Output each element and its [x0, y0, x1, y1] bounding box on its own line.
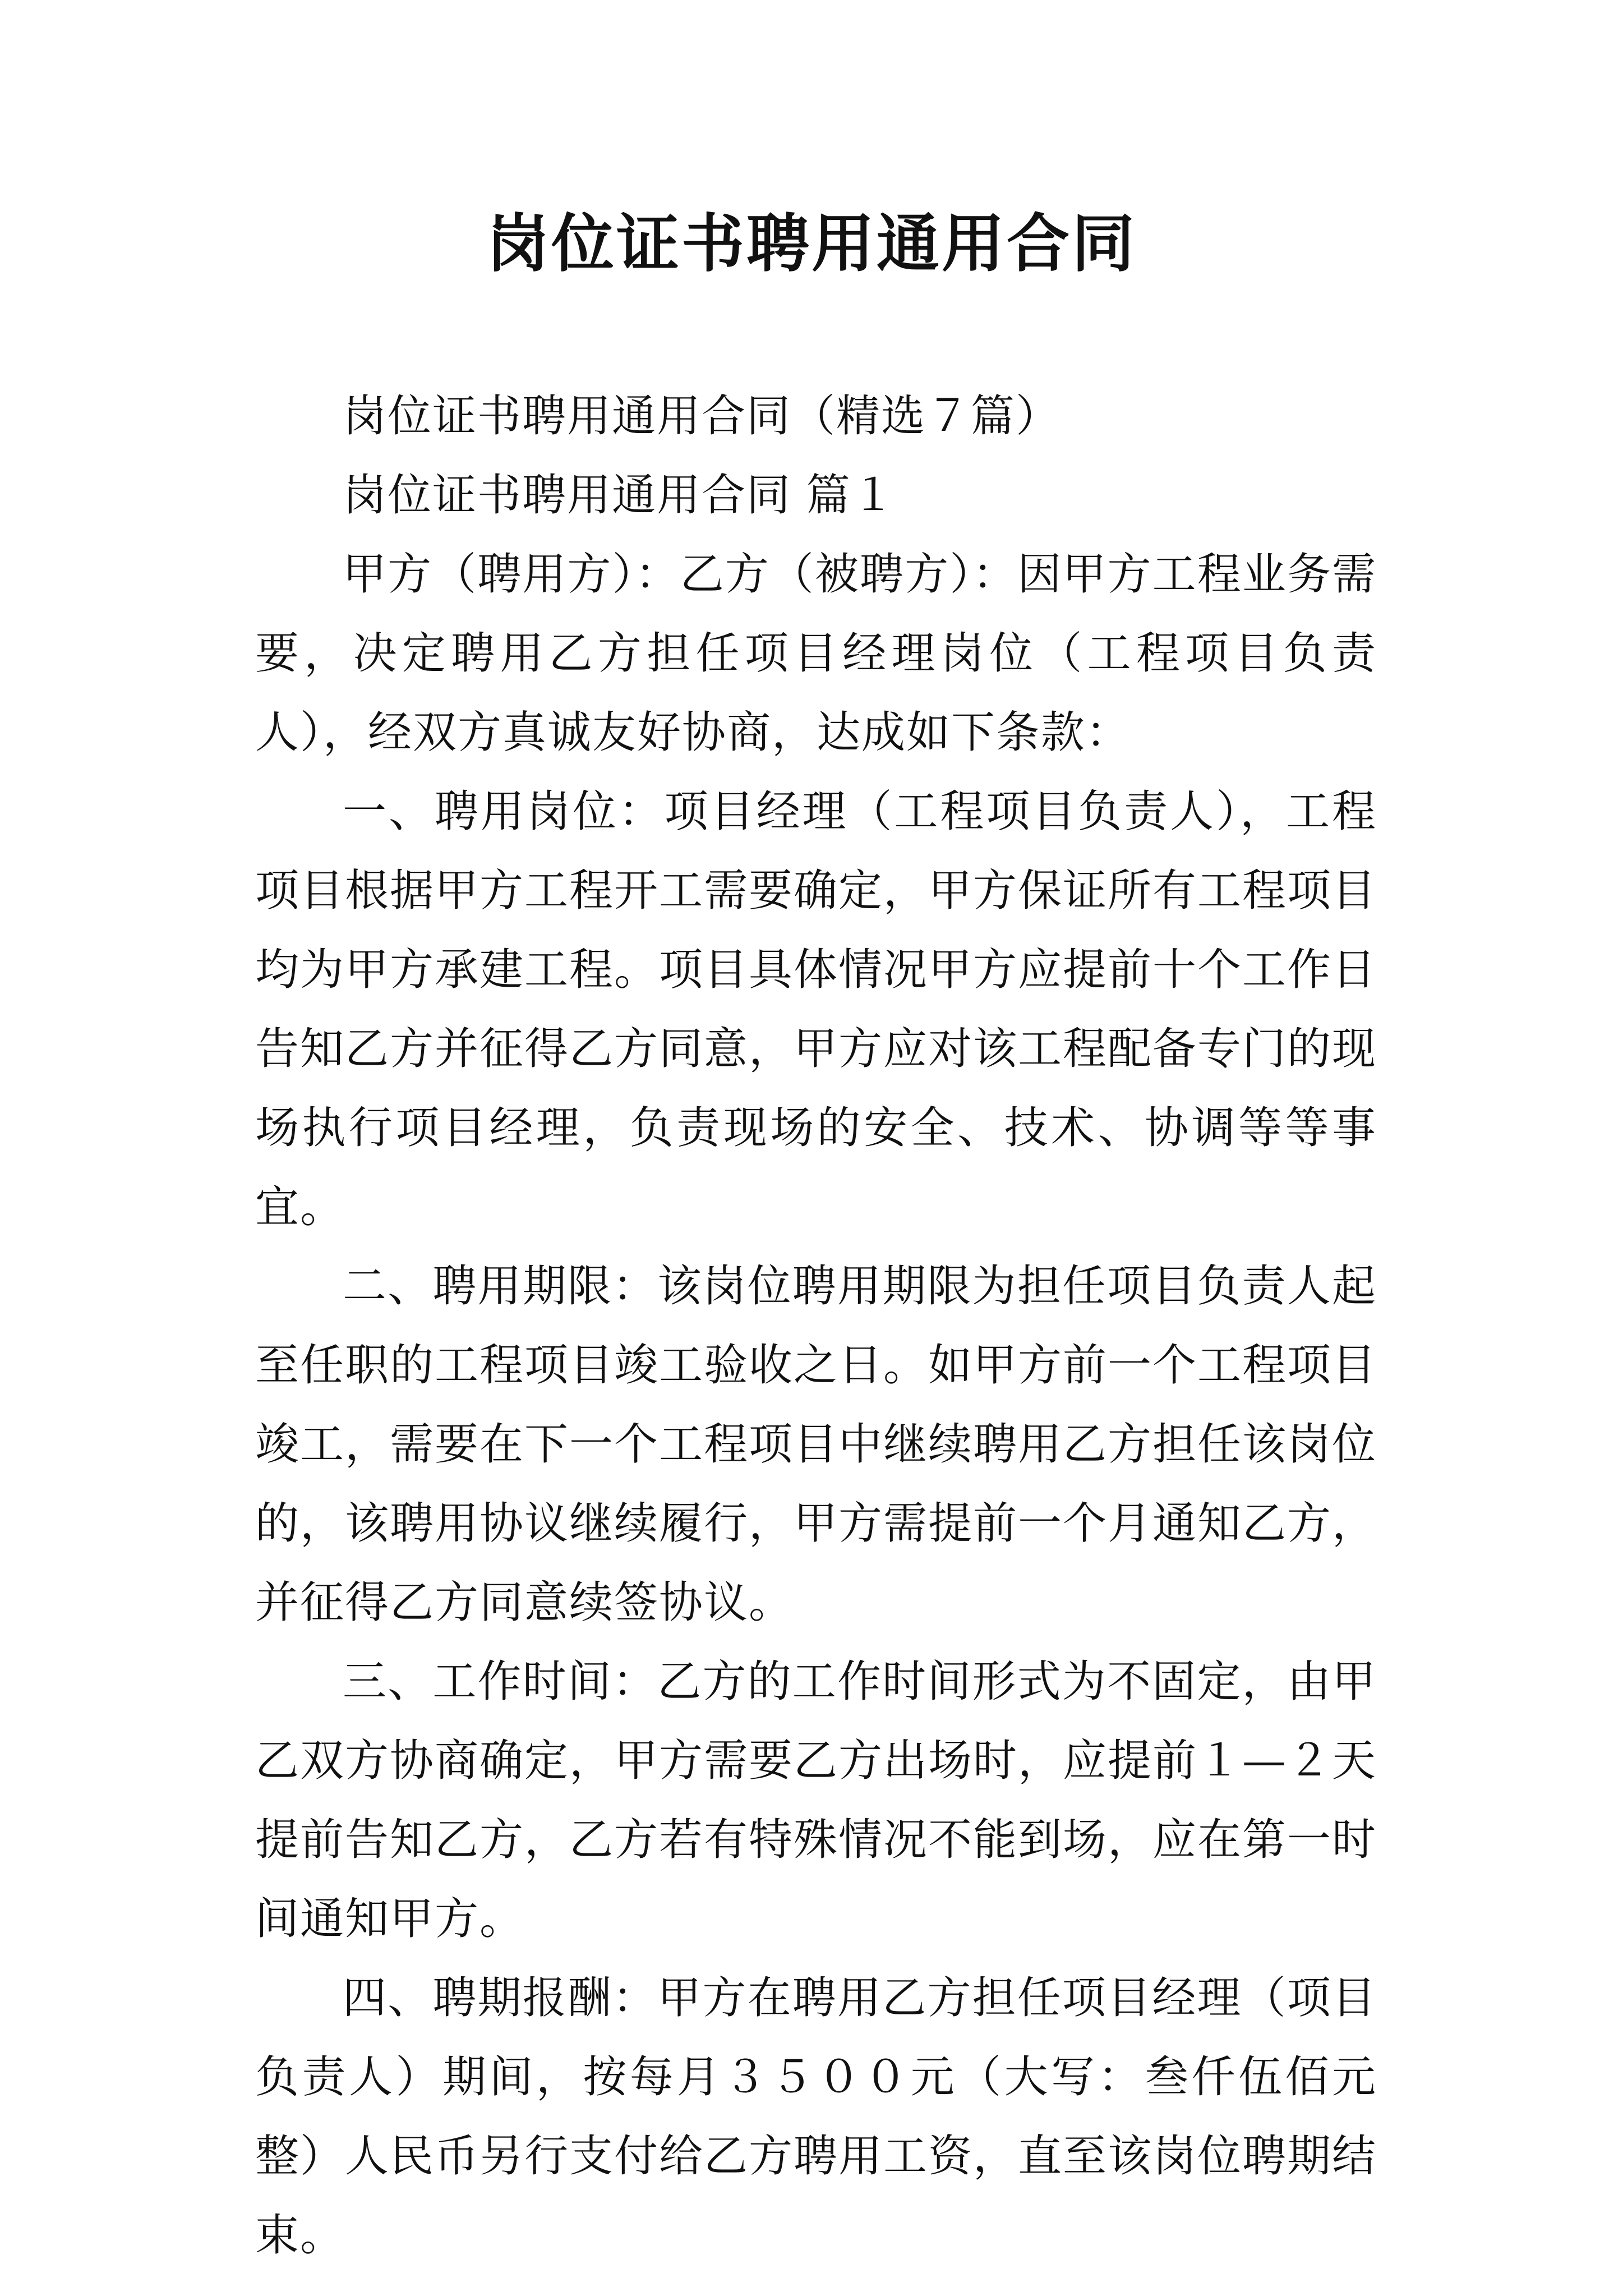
intro-paragraph: 甲方（聘用方）：乙方（被聘方）：因甲方工程业务需要，决定聘用乙方担任项目经理岗位（工程项目负责人），经双方真诚友好协商，达成如下条款： — [255, 549, 1377, 758]
section-heading: 岗位证书聘用通用合同 篇１ — [343, 470, 896, 521]
clause-1-position: 一、聘用岗位：项目经理（工程项目负责人），工程项目根据甲方工程开工需要确定，甲方保证所有工程项目均为甲方承建工程。项目具体情况甲方应提前十个工作日告知乙方并征得乙方同意，甲方应对该工程配备专门的现场执行项目经理，负责现场的安全、技术、协调等等事宜。 — [255, 786, 1377, 1232]
document-body — [255, 377, 1377, 2275]
clause-2-term: 二、聘用期限：该岗位聘用期限为担任项目负责人起至任职的工程项目竣工验收之日。如甲方前一个工程项目竣工，需要在下一个工程项目中继续聘用乙方担任该岗位的，该聘用协议继续履行，甲方需提前一个月通知乙方，并征得乙方同意续签协议。 — [255, 1261, 1377, 1628]
document-title: 岗位证书聘用通用合同 — [486, 208, 1137, 280]
clause-3-working-time: 三、工作时间：乙方的工作时间形式为不固定，由甲乙双方协商确定，甲方需要乙方出场时，应提前１—２天提前告知乙方，乙方若有特殊情况不能到场，应在第一时间通知甲方。 — [255, 1657, 1377, 1944]
subtitle-paragraph: 岗位证书聘用通用合同（精选７篇） — [343, 391, 1061, 441]
clause-4-remuneration: 四、聘期报酬：甲方在聘用乙方担任项目经理（项目负责人）期间，按每月３５００元（大写：叁仟伍佰元整）人民币另行支付给乙方聘用工资，直至该岗位聘期结束。 — [255, 1973, 1377, 2261]
